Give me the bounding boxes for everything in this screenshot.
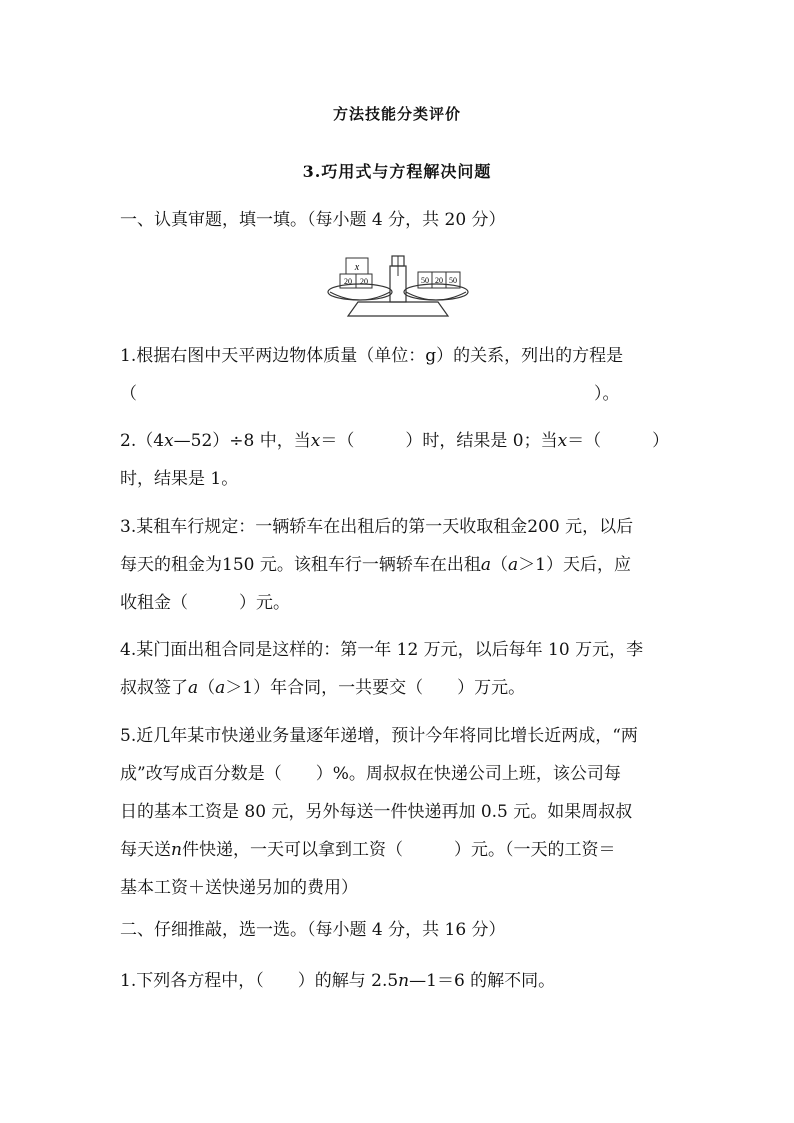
q5-text-1: 每天送: [120, 840, 171, 860]
q2-text-2: —52）÷8 中，当: [173, 431, 311, 451]
scale-base: [348, 302, 448, 316]
q2-text-4: ＝（ ）: [567, 431, 670, 451]
right-weight-2-label: 20: [435, 276, 443, 285]
q4-line2: [120, 669, 676, 707]
left-weight-1-label: 20: [344, 277, 352, 286]
s2q1-var-n: n: [398, 971, 410, 991]
question-2: [120, 422, 676, 498]
page-title: 方法技能分类评价: [332, 105, 461, 123]
q4-var-a-1: a: [188, 678, 199, 698]
q5-var-n: n: [171, 840, 182, 860]
q1-blank-open: （: [120, 384, 137, 404]
q2-var-x-3: x: [557, 431, 568, 451]
left-pan: [328, 284, 392, 300]
page-subtitle: 3.巧用式与方程解决问题: [302, 162, 492, 181]
q5-text-2: 件快递，一天可以拿到工资（ ）元。（一天的工资＝: [181, 840, 616, 860]
unknown-box-label: x: [354, 262, 360, 273]
q5-line2: 成”改写成百分数是（ ）%。周叔叔在快递公司上班，该公司每: [120, 764, 621, 784]
q2-text-3: ＝（ ）时，结果是 0；当: [320, 431, 558, 451]
q5-line4: [120, 831, 676, 869]
s2q1-text-1: 1.下列各方程中，（ ）的解与 2.5: [120, 971, 399, 991]
q3-line3: 收租金（ ）元。: [120, 593, 290, 613]
q3-text-1: 每天的租金为150 元。该租车行一辆轿车在出租: [120, 555, 481, 575]
q1-line1: 1.根据右图中天平两边物体质量（单位：g）的关系，列出的方程是: [120, 346, 624, 366]
right-pan: [404, 284, 468, 300]
q4-text-1: 叔叔签了: [120, 678, 188, 698]
q4-line1: 4.某门面出租合同是这样的：第一年 12 万元，以后每年 10 万元，李: [120, 640, 644, 660]
q2-line1: [120, 422, 676, 460]
right-weight-1-label: 50: [421, 276, 429, 285]
q2-text-1: 2.（4: [120, 431, 165, 451]
s2q1-text-2: —1＝6 的解不同。: [409, 971, 556, 991]
question-5: [120, 717, 676, 907]
q1-line2: [120, 375, 676, 413]
question-3: [120, 508, 676, 622]
q3-line1: 3.某租车行规定：一辆轿车在出租后的第一天收取租金200 元，以后: [120, 517, 634, 537]
q4-text-3: ＞1）年合同，一共要交（ ）万元。: [225, 678, 526, 698]
q3-var-a-1: a: [480, 555, 491, 575]
question-4: [120, 631, 676, 707]
q5-line1: 5.近几年某市快递业务量逐年递增，预计今年将同比增长近两成，“两: [120, 726, 638, 746]
right-weight-3-label: 50: [449, 276, 457, 285]
section2-question-1: [120, 962, 676, 1000]
section2-heading: 二、仔细推敲，选一选。（每小题 4 分，共 16 分）: [120, 920, 506, 940]
q2-var-x-1: x: [164, 431, 174, 451]
q5-line3: 日的基本工资是 80 元，另外每送一件快递再加 0.5 元。如果周叔叔: [120, 802, 633, 822]
q2-line2: 时，结果是 1。: [120, 469, 239, 489]
q3-var-a-2: a: [508, 555, 519, 575]
q4-var-a-2: a: [215, 678, 226, 698]
section1-heading: 一、认真审题，填一填。（每小题 4 分，共 20 分）: [120, 210, 506, 230]
q5-line5: 基本工资＋送快递另加的费用）: [120, 878, 358, 898]
q3-text-3: ＞1）天后，应: [518, 555, 631, 575]
q3-line2: [120, 546, 676, 584]
q4-text-2: （: [198, 678, 216, 698]
left-weight-2-label: 20: [360, 277, 368, 286]
balance-scale-figure: [326, 252, 470, 320]
q1-blank-close: ）。: [594, 384, 620, 404]
q2-var-x-2: x: [310, 431, 321, 451]
question-1: [120, 337, 676, 413]
q3-text-2: （: [491, 555, 508, 575]
